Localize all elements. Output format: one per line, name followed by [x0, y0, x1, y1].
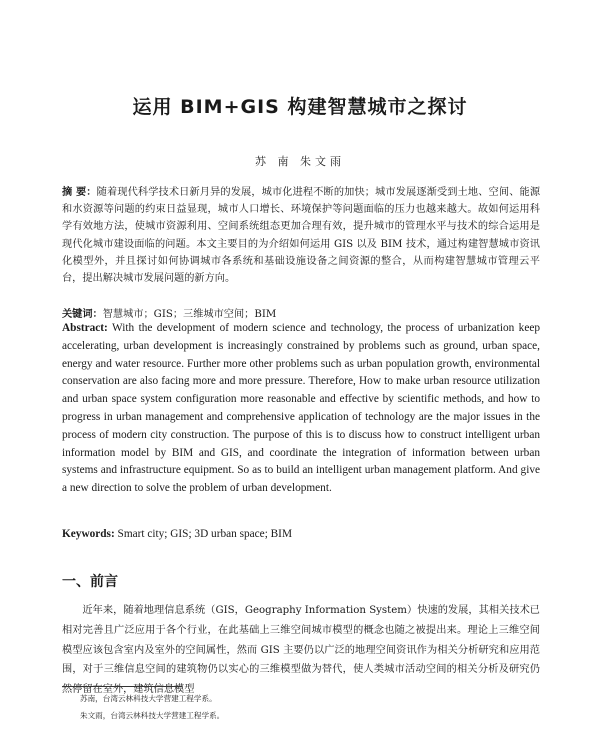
footnote-1: 苏南，台湾云林科技大学营建工程学系。	[80, 694, 217, 703]
body-paragraph: 近年来，随着地理信息系统（GIS，Geography Information System）快速的发展，其相关技术已相对完善且广泛应用于各个行业，在此基础上三维空间城市模型的概念也随之被提出来。理论上三维空间模型应该包含室内及室外的空间属性，然而 GIS 主要仍以广泛的地理空间资讯作为相关分析研究和应用范围，对于三维信息空间的建筑物仍以实心的三维模型做为替代，使人类城市活动空间的相关分析及研究仍然停留在室外，建筑信息模型	[62, 605, 540, 696]
paper-title: 运用 BIM+GIS 构建智慧城市之探讨	[132, 96, 468, 118]
abstract-english	[62, 320, 540, 498]
keywords-chinese-label: 关键词：	[62, 309, 103, 320]
abstract-chinese	[62, 184, 540, 287]
keywords-chinese-text: 智慧城市；GIS；三维城市空间；BIM	[102, 309, 277, 320]
keywords-english-label: Keywords:	[62, 528, 115, 540]
footnote-2: 朱文雨，台湾云林科技大学营建工程学系。	[80, 711, 225, 720]
abstract-chinese-label: 摘 要：	[62, 187, 97, 198]
abstract-chinese-text: 随着现代科学技术日新月异的发展，城市化进程不断的加快；城市发展逐渐受到土地、空间、能源和水资源等问题的约束日益显现，城市人口增长、环境保护等问题面临的压力也越来越大。故如何运用科学有效地方法，使城市资源利用、空间系统组态更加合理有效，提升城市的管理水平与技术的综合运用是现代化城市建设面临的问题。本文主要目的为介绍如何运用 GIS 以及 BIM 技术，通过构建智慧城市资讯化模型外，并且探讨如何协调城市各系统和基础设施设备之间资源的整合，从而构建智慧城市管理云平台，提出解决城市发展问题的新方向。	[62, 187, 541, 285]
abstract-english-text: With the development of modern science and technology, the process of urbanization keep accelerating, urban development is increasingly constrained by problems such as ground, urban space, energy and water resource. Further more other problems such as urban population growth, environmental conservation are also facing more and more pressure. Therefore, How to make urban resource utilization and urban space system configuration more reasonable and effective by scientific methods, and how to progress in urban management and comprehensive application of technology are the major issues in the process of modern city construction. The purpose of this is to discuss how to construct intelligent urban information model by BIM and GIS, and coordinate the integration of information between urban systems and infrastructure equipment. So as to build an intelligent urban management platform. And give a new direction to solve the problem of urban development.	[62, 322, 540, 495]
abstract-english-label: Abstract:	[62, 322, 108, 334]
section-heading: 一、前言	[62, 574, 118, 590]
keywords-chinese	[62, 305, 276, 320]
author-line: 苏 南 朱文雨	[255, 155, 345, 168]
keywords-english	[62, 528, 292, 540]
keywords-english-text: Smart city; GIS; 3D urban space; BIM	[117, 528, 292, 540]
footnote-divider	[62, 686, 182, 687]
